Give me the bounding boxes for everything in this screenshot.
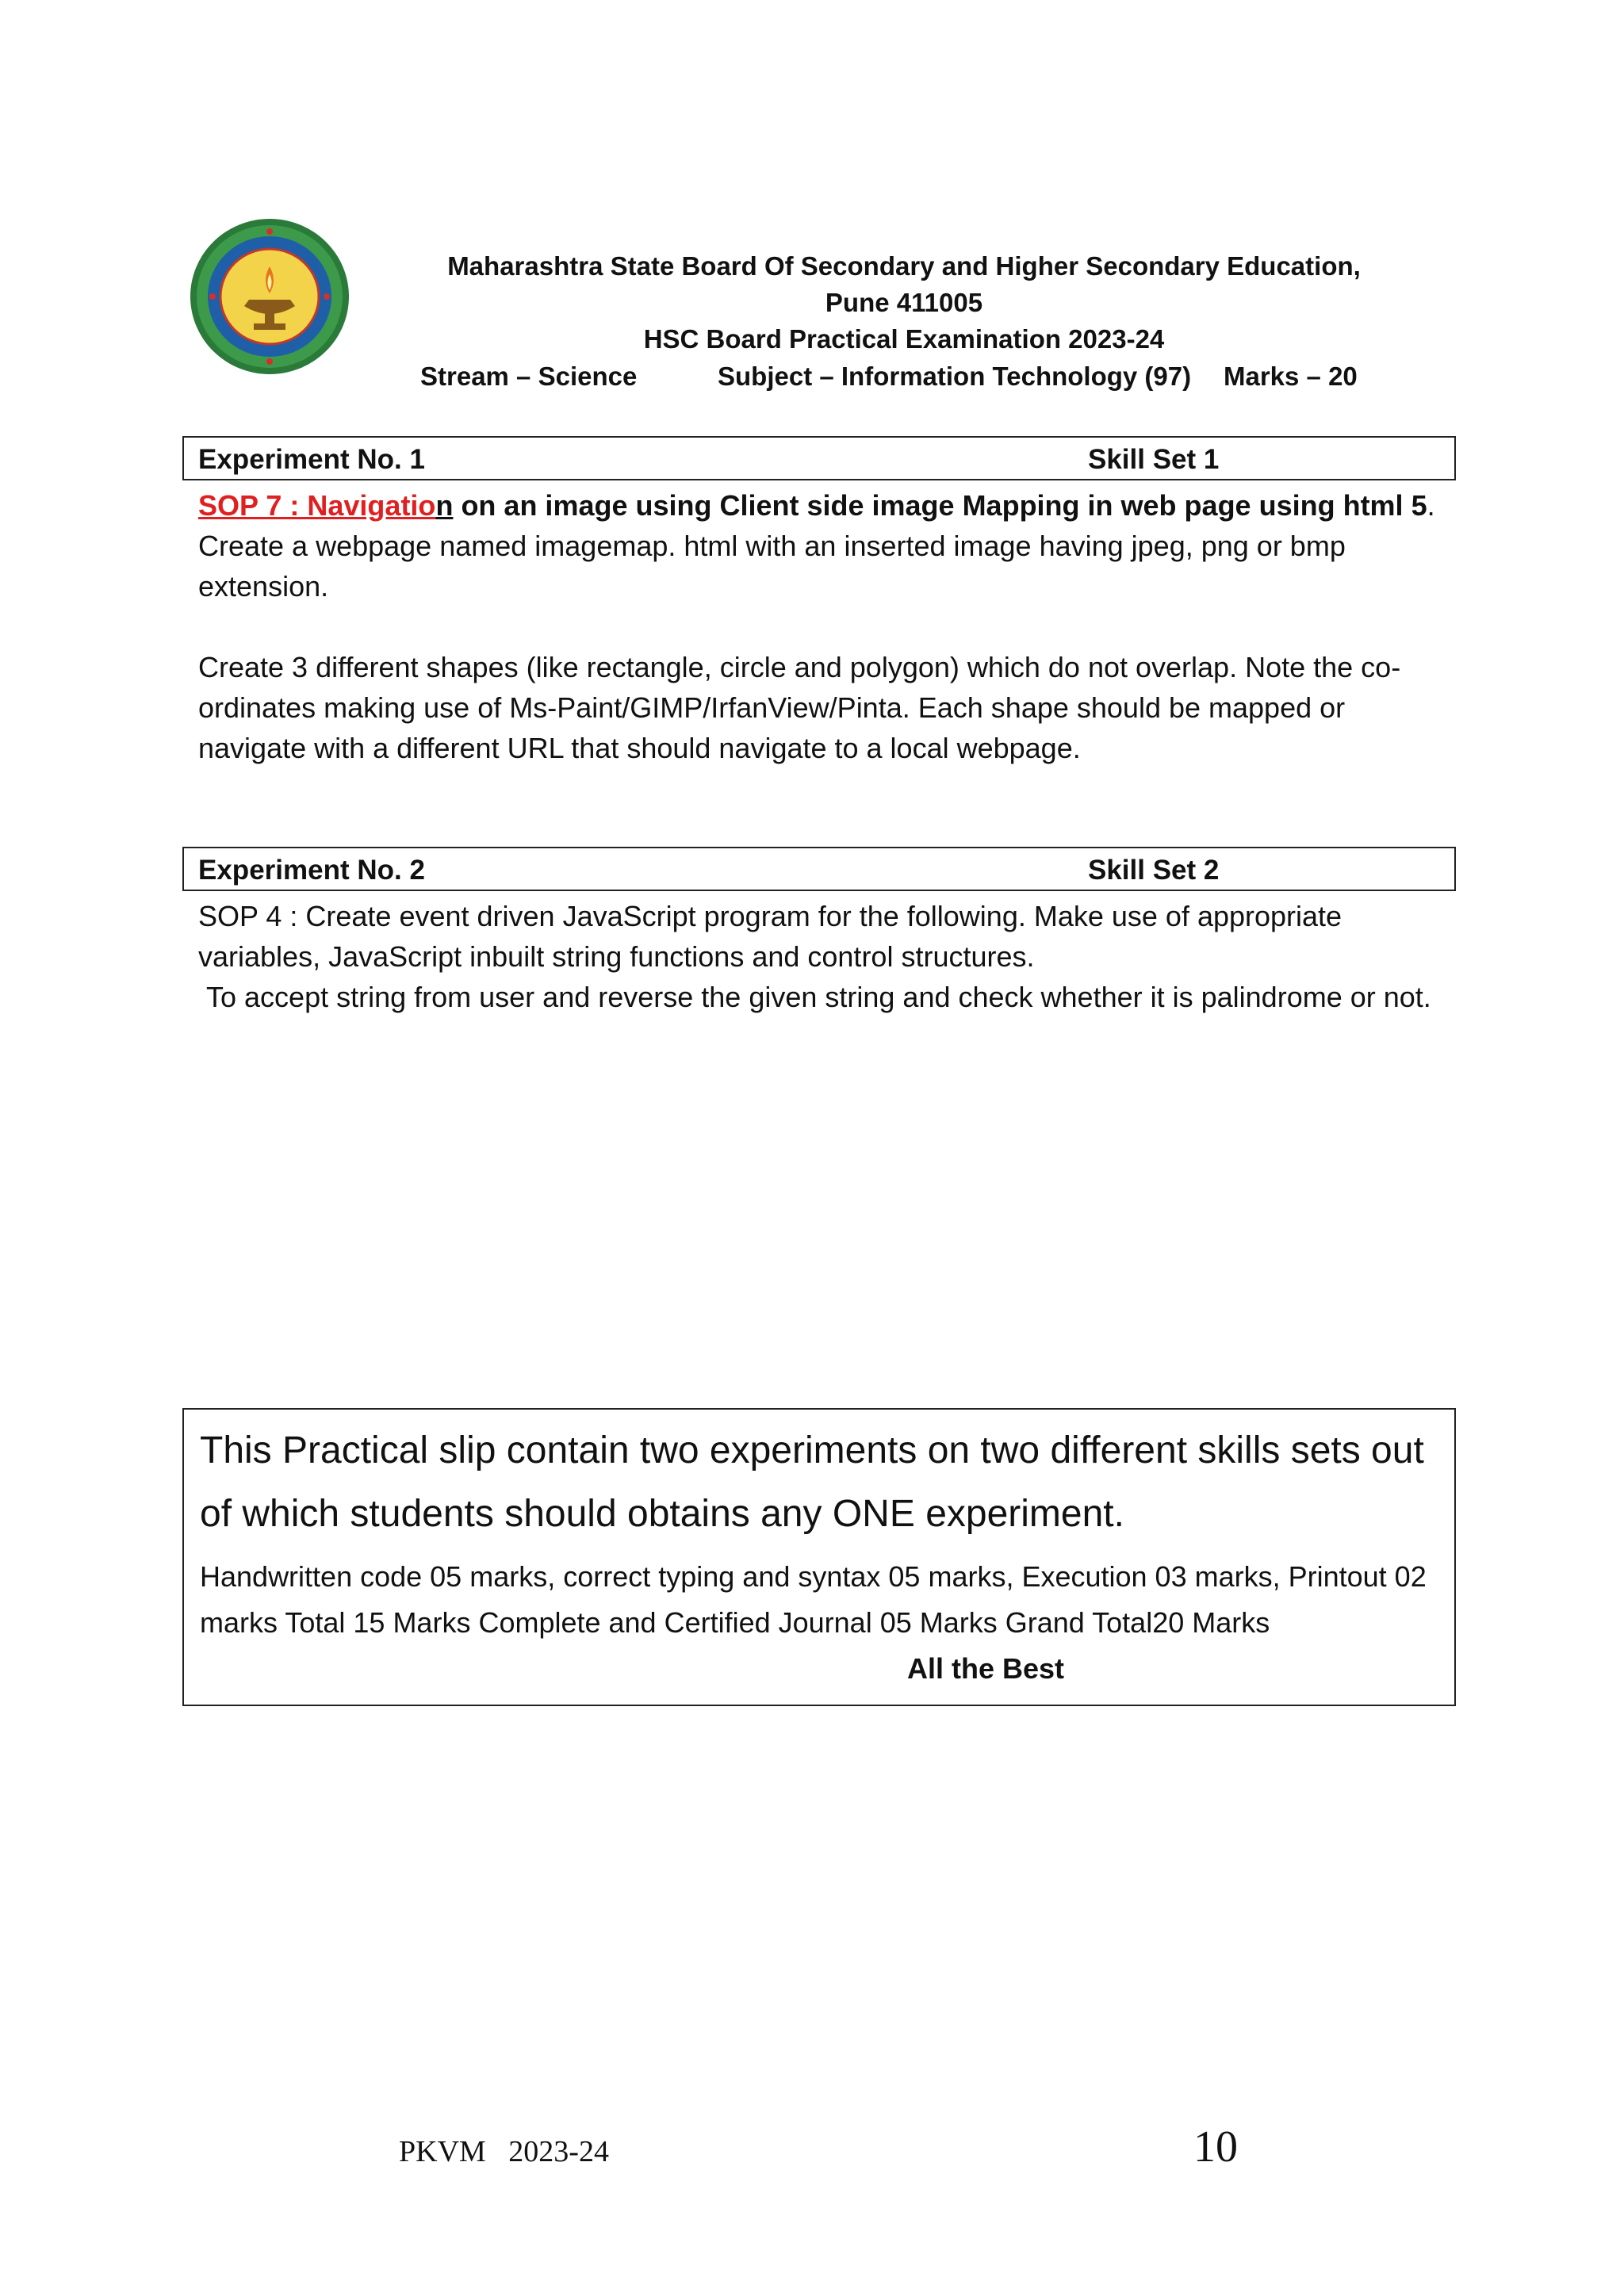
experiment-2-skill: Skill Set 2 xyxy=(1088,855,1220,886)
board-city: Pune 411005 xyxy=(825,288,983,317)
sop-7-label: SOP 7 : Navigatio xyxy=(198,489,436,522)
experiment-2-para2: To accept string from user and reverse the given string and check whether it is palindrome or not. xyxy=(198,981,1431,1013)
instructions-main: This Practical slip contain two experiments on two different skills sets out of which students should obtains any ONE experiment. xyxy=(200,1429,1424,1535)
all-the-best: All the Best xyxy=(907,1652,1065,1685)
sop-7-label-tail: n xyxy=(435,489,454,522)
footer-label: PKVM 2023-24 xyxy=(399,2135,609,2168)
board-seal-logo xyxy=(189,217,350,376)
experiment-1-para2: Create 3 different shapes (like rectangle, circle and polygon) which do not overlap. Note the co-ordinates making use of Ms-Paint/GIMP/IrfanView/Pinta. Each shape should be mapped or navigate with a different URL that should navigate to a local webpage. xyxy=(198,651,1401,764)
sop-7-period: . xyxy=(1427,489,1435,522)
marks-breakdown-text: Handwritten code 05 marks, correct typing and syntax 05 marks, Execution 03 marks, Printout 02 marks Total 15 Marks Complete and Certified Journal 05 Marks Grand Total20 Marks xyxy=(200,1560,1427,1639)
board-name: Maharashtra State Board Of Secondary and Higher Secondary Education, xyxy=(447,251,1361,281)
marks-breakdown xyxy=(200,1554,1445,1685)
page-number: 10 xyxy=(1193,2122,1238,2172)
experiment-2-header xyxy=(182,847,1456,891)
experiment-1-title: Experiment No. 1 xyxy=(198,444,425,475)
subject-label: Subject – Information Technology (97) xyxy=(718,362,1192,391)
exam-title: HSC Board Practical Examination 2023-24 xyxy=(643,324,1165,354)
experiment-1-header xyxy=(182,436,1456,480)
marks-label: Marks – 20 xyxy=(1224,362,1358,391)
sop-7-title: on an image using Client side image Mapping in web page using html 5 xyxy=(453,489,1427,522)
instructions-box xyxy=(182,1408,1456,1706)
experiment-1-skill: Skill Set 1 xyxy=(1088,444,1220,475)
experiment-2-title: Experiment No. 2 xyxy=(198,855,425,886)
experiment-1-sop xyxy=(198,485,1451,607)
experiment-1-para1: Create a webpage named imagemap. html with an inserted image having jpeg, png or bmp extension. xyxy=(198,530,1346,603)
stream-label: Stream – Science xyxy=(420,362,638,391)
experiment-2-para1: SOP 4 : Create event driven JavaScript program for the following. Make use of appropriate variables, JavaScript inbuilt string functions and control structures. xyxy=(198,900,1342,973)
